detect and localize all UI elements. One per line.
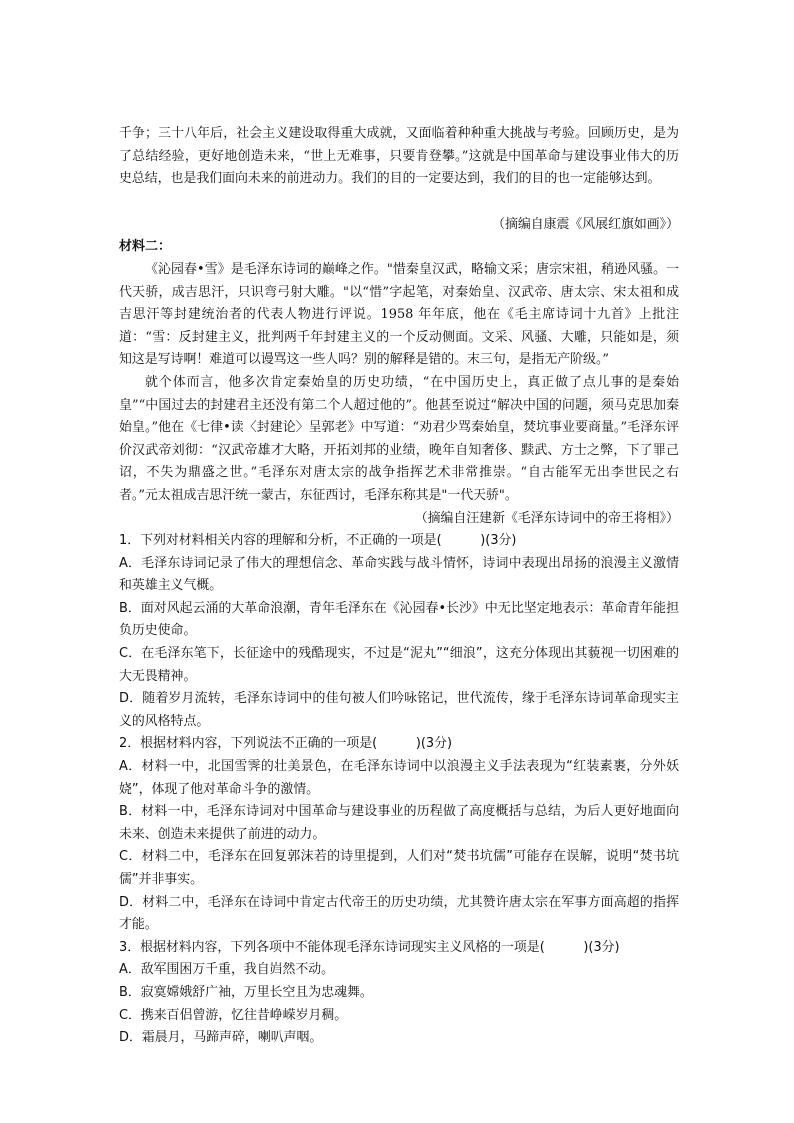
- material2-paragraph-2: 就个体而言，他多次肯定秦始皇的历史功绩，“在中国历史上，真正做了点儿事的是秦始皇”“中国过去的封建君主还没有第二个人超过他的”。他甚至说过“解决中国的问题，须马克思加秦始皇。”他在《七律•读〈封建论〉呈郭老》中写道：“劝君少骂秦始皇，焚坑事业要商量。”毛泽东评价汉武帝刘彻：“汉武帝雄才大略，开拓刘邦的业绩，晚年自知奢侈、黩武、方士之弊，下了罪己诏，不失为鼎盛之世。”毛泽东对唐太宗的战争指挥艺术非常推崇。“自古能军无出李世民之右者。”元太祖成吉思汗统一蒙古，东征西讨，毛泽东称其是"一代天骄"。: [119, 374, 679, 503]
- material2-paragraph-1: 《沁园春•雪》是毛泽东诗词的巅峰之作。"惜秦皇汉武，略输文采；唐宗宋祖，稍逊风骚。一代天骄，成吉思汗，只识弯弓射大雕。"以“惜”字起笔，对秦始皇、汉武帝、唐太宗、宋太祖和成吉思汗等封建统治者的代表人物进行评说。1958 年年底，他在《毛主席诗词十九首》上批注道：“雪：反封建主义，批判两千年封建主义的一个反动侧面。文采、风骚、大雕，只能如是，须知这是写诗啊！难道可以谩骂这一些人吗？别的解释是错的。末三句，是指无产阶级。”: [119, 261, 679, 368]
- question-stem: 3．根据材料内容，下列各项中不能体现毛泽东诗词现实主义风格的一项是( )(3分): [119, 939, 620, 955]
- material2-heading: 材料二：: [119, 239, 172, 255]
- source-citation-1: （摘编自康震《风展红旗如画》）: [492, 216, 679, 232]
- option-a: A．敌军围困万千重，我自岿然不动。: [119, 962, 335, 978]
- intro-paragraph: 千争；三十八年后，社会主义建设取得重大成就，又面临着种种重大挑战与考验。回顾历史，是为了总结经验，更好地创造未来，“世上无难事，只要肯登攀。”这就是中国革命与建设事业伟大的历史总结，也是我们面向未来的前进动力。我们的目的一定要达到，我们的目的也一定能够达到。: [119, 126, 679, 187]
- option-d: D．随着岁月流转，毛泽东诗词中的佳句被人们吟咏铭记，世代流传，缘于毛泽东诗词革命现实主义的风格特点。: [119, 691, 679, 729]
- option-d: D．霜晨月，马蹄声碎，喇叭声咽。: [119, 1030, 323, 1046]
- document-body: [119, 123, 679, 1050]
- question-3: [119, 937, 679, 1050]
- option-b: B．材料一中，毛泽东诗词对中国革命与建设事业的历程做了高度概括与总结，为后人更好地面向未来、创造未来提供了前进的动力。: [119, 804, 679, 842]
- option-d: D．材料二中，毛泽东在诗词中肯定古代帝王的历史功绩，尤其赞许唐太宗在军事方面高超的指挥才能。: [119, 894, 679, 933]
- option-c: C．材料二中，毛泽东在回复郭沫若的诗里提到，人们对“焚书坑儒”可能存在误解，说明“焚书坑儒”并非事实。: [119, 849, 679, 887]
- option-a: A．材料一中，北国雪霁的壮美景色，在毛泽东诗词中以浪漫主义手法表现为“红装素裹，分外妖娆”，体现了他对革命斗争的激情。: [119, 759, 679, 797]
- question-stem: 2．根据材料内容，下列说法不正确的一项是( )(3分): [119, 736, 453, 752]
- question-1: [119, 530, 679, 733]
- question-stem: 1．下列对材料相关内容的理解和分析，不正确的一项是( )(3分): [119, 533, 517, 549]
- option-b: B．寂寞嫦娥舒广袖，万里长空且为忠魂舞。: [119, 984, 373, 1000]
- option-c: C．在毛泽东笔下，长征途中的残酷现实，不过是“泥丸”“细浪”，这充分体现出其藐视一切困难的大无畏精神。: [119, 646, 679, 684]
- source-citation-2: （摘编自汪建新《毛泽东诗词中的帝王将相》）: [414, 510, 679, 526]
- option-b: B．面对风起云涌的大革命浪潮，青年毛泽东在《沁园春•长沙》中无比坚定地表示：革命青年能担负历史使命。: [119, 600, 679, 639]
- question-2: [119, 733, 679, 936]
- option-a: A．毛泽东诗词记录了伟大的理想信念、革命实践与战斗情怀，诗词中表现出昂扬的浪漫主义激情和英雄主义气概。: [119, 555, 679, 594]
- option-c: C．携来百侣曾游，忆往昔峥嵘岁月稠。: [119, 1007, 348, 1023]
